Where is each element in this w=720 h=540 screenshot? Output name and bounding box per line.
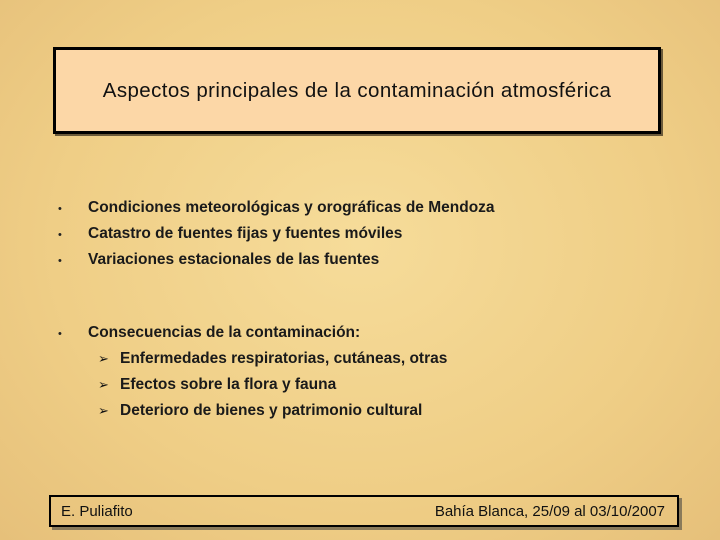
sub-list-item bbox=[98, 398, 698, 424]
sub-list-item-text: Efectos sobre la flora y fauna bbox=[120, 376, 337, 393]
list-item bbox=[58, 195, 698, 221]
sub-list-item bbox=[98, 372, 698, 398]
bullet-icon: • bbox=[58, 203, 62, 215]
sub-list-item bbox=[98, 346, 698, 372]
list-item-text: Condiciones meteorológicas y orográficas de Mendoza bbox=[88, 199, 495, 216]
slide-title-box bbox=[53, 47, 661, 134]
footer-place-date: Bahía Blanca, 25/09 al 03/10/2007 bbox=[434, 502, 665, 520]
list-item bbox=[58, 320, 698, 346]
bullet-icon: • bbox=[58, 328, 62, 340]
list-item bbox=[58, 221, 698, 247]
list-item-text: Catastro de fuentes fijas y fuentes móviles bbox=[88, 225, 403, 242]
slide-footer bbox=[49, 495, 679, 527]
list-item-text: Variaciones estacionales de las fuentes bbox=[88, 251, 380, 268]
footer-author: E. Puliafito bbox=[61, 502, 133, 520]
arrow-bullet-icon: ➢ bbox=[98, 377, 109, 392]
arrow-bullet-icon: ➢ bbox=[98, 403, 109, 418]
sub-list-item-text: Enfermedades respiratorias, cutáneas, otras bbox=[120, 350, 448, 367]
list-item-text: Consecuencias de la contaminación: bbox=[88, 324, 361, 341]
slide-title: Aspectos principales de la contaminación atmosférica bbox=[102, 79, 612, 102]
bullet-icon: • bbox=[58, 255, 62, 267]
bullet-list-consequences bbox=[58, 320, 698, 346]
sub-list-item-text: Deterioro de bienes y patrimonio cultural bbox=[120, 402, 423, 419]
bullet-icon: • bbox=[58, 229, 62, 241]
bullet-list-main bbox=[58, 195, 698, 273]
list-item bbox=[58, 247, 698, 273]
arrow-bullet-icon: ➢ bbox=[98, 351, 109, 366]
sub-bullet-list bbox=[98, 346, 698, 424]
